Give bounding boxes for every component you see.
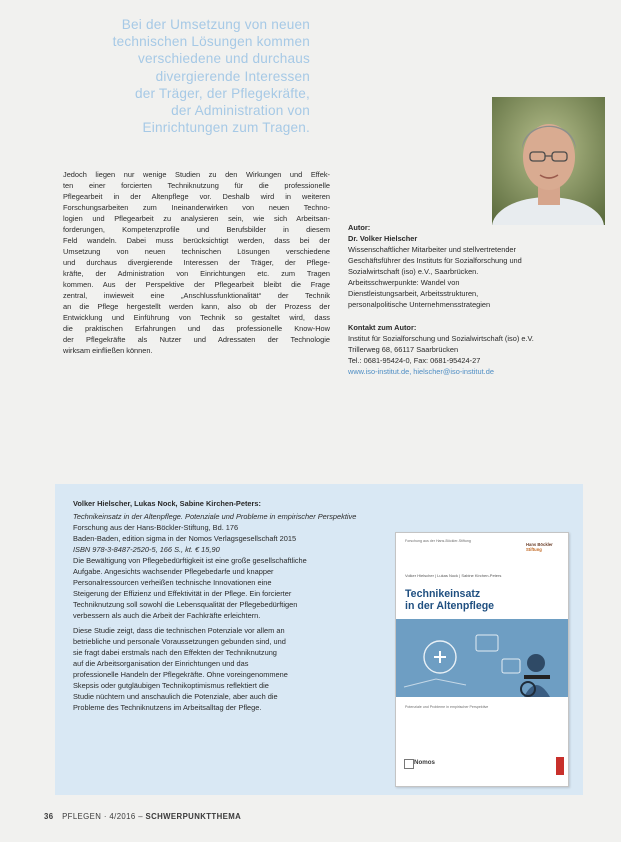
- book-meta-line: Forschung aus der Hans-Böckler-Stiftung, Bd. 176: [73, 523, 239, 532]
- book-paragraph-line: betriebliche und personale Voraussetzungen gebunden sind, und: [73, 637, 286, 646]
- book-review-text: [73, 498, 393, 713]
- page-number: 36: [44, 812, 54, 821]
- author-portrait: [492, 97, 605, 225]
- cover-series: Forschung aus der Hans-Böckler-Stiftung: [405, 539, 471, 543]
- cover-title: Technikeinsatz in der Altenpflege: [405, 588, 495, 613]
- book-meta-line: Baden-Baden, edition sigma in der Nomos Verlagsgesellschaft 2015: [73, 534, 297, 543]
- body-line: kommen. Aus der Perspektive der Pflegearbeit bleibt die Frage: [63, 280, 330, 289]
- author-name: Dr. Volker Hielscher: [348, 234, 418, 243]
- book-isbn: ISBN 978-3-8487-2520-5, 166 S., kt. € 15,90: [73, 545, 220, 554]
- contact-line: Tel.: 0681-95424-0, Fax: 0681-95424-27: [348, 356, 481, 365]
- book-paragraph-line: Techniknutzung soll sowohl die Lebensqualität der Pflegebedürftigen: [73, 600, 298, 609]
- book-paragraph-line: Studie nüchtern und anschaulich die Potenziale, aber auch die: [73, 692, 278, 701]
- author-bio-line: Geschäftsführer des Instituts für Sozialforschung und: [348, 256, 522, 265]
- book-paragraph-line: Aufgabe. Angesichts wachsender Pflegebedarfe und knapper: [73, 567, 274, 576]
- body-line: logien und Pflegearbeit zu analysieren sein, wie sich Arbeitsan-: [63, 214, 330, 223]
- author-bio-line: Sozialwirtschaft (iso) e.V., Saarbrücken.: [348, 267, 479, 276]
- body-line: zentral, inwieweit eine „Anschlussfunktionalität“ der Technik: [63, 291, 330, 300]
- pull-quote-line: Bei der Umsetzung von neuen: [121, 17, 310, 32]
- body-line: der Pflegekräfte als Nutzer und Adressaten der Technologie: [63, 335, 330, 344]
- pull-quote-line: divergierende Interessen: [155, 68, 310, 84]
- section-theme: SCHWERPUNKTTHEMA: [145, 812, 242, 821]
- author-box: [348, 222, 593, 377]
- contact-links[interactable]: www.iso-institut.de, hielscher@iso-institut.de: [348, 367, 494, 376]
- body-line: Umsetzung von neuen technischen Lösungen verschiedene: [63, 247, 330, 256]
- red-tab-icon: [556, 757, 564, 775]
- book-paragraph-line: auf die Arbeitsorganisation der Einrichtungen und das: [73, 659, 249, 668]
- nomos-logo-icon: [404, 759, 414, 769]
- pull-quote-line: der Träger, der Pflegekräfte,: [134, 85, 310, 101]
- portrait-image: [492, 97, 605, 225]
- body-line: forderungen, Kompetenzprofile und Berufsbilder in diesem: [63, 225, 330, 234]
- book-title: Technikeinsatz in der Altenpflege. Potenziale und Probleme in empirischer Perspektive: [73, 512, 357, 521]
- book-paragraph-line: Probleme des Techniknutzens im Arbeitsalltag der Pflege.: [73, 703, 262, 712]
- body-line: Jedoch liegen nur wenige Studien zu den Wirkungen und Effek-: [63, 170, 330, 179]
- author-bio-line: personalpolitische Unternehmensstrategien: [348, 300, 491, 309]
- body-line: und durchaus divergierende Interessen der Träger, der Pflege-: [63, 258, 330, 267]
- book-paragraph-line: Die Bewältigung von Pflegebedürftigkeit ist eine große gesellschaftliche: [73, 556, 307, 565]
- book-authors: Volker Hielscher, Lukas Nock, Sabine Kirchen-Peters:: [73, 499, 261, 508]
- body-line: ten einer forcierten Techniknutzung für die professionelle: [63, 181, 330, 190]
- publisher-logo: Hans Böckler Stiftung: [524, 541, 560, 554]
- article-body: [63, 169, 330, 356]
- cover-subtitle: Potenziale und Probleme in empirischer Perspektive: [405, 705, 489, 709]
- body-line: kräfte, der Administration von Einrichtungen etc. zum Tragen: [63, 269, 330, 278]
- author-bio-line: Wissenschaftlicher Mitarbeiter und stellvertretender: [348, 245, 516, 254]
- book-paragraph-line: sie fragt dabei erstmals nach den Effekten der Techniknutzung: [73, 648, 277, 657]
- book-paragraph-line: verbessern als auch die Arbeit der Fachkräfte erleichtern.: [73, 611, 261, 620]
- pull-quote-line: Einrichtungen zum Tragen.: [142, 120, 310, 136]
- cover-image: [396, 619, 568, 697]
- magazine-issue: PFLEGEN · 4/2016 –: [62, 812, 143, 821]
- pull-quote-line: technischen Lösungen kommen: [112, 34, 310, 50]
- author-label: Autor:: [348, 223, 371, 232]
- pull-quote-line: verschiedene und durchaus: [137, 51, 310, 67]
- body-line: wirksam einfließen können.: [63, 346, 153, 355]
- contact-line: Trillerweg 68, 66117 Saarbrücken: [348, 345, 459, 354]
- author-bio-line: Arbeitsschwerpunkte: Wandel von: [348, 278, 460, 287]
- page-footer: [44, 812, 241, 821]
- book-paragraph-line: Steigerung der Effizienz und Effektivität in der Pflege. Ein forcierter: [73, 589, 292, 598]
- cover-authors: Volker Hielscher | Lukas Nock | Sabine Kirchen-Peters: [405, 573, 502, 578]
- book-paragraph-line: Skepsis oder gutgläubigen Technikoptimismus reflektiert die: [73, 681, 269, 690]
- body-line: an die Pflege hergestellt werden kann, also ob der Prozess der: [63, 302, 330, 311]
- book-paragraph-line: Personalressourcen verheißen technische Innovationen eine: [73, 578, 272, 587]
- book-paragraph-line: Diese Studie zeigt, dass die technischen Potenziale vor allem an: [73, 626, 285, 635]
- body-line: Forschungsarbeiten zum Ineinanderwirken von neuen Techno-: [63, 203, 330, 212]
- book-paragraph-line: professionelle Handeln der Pflegekräfte. Ohne voreingenommene: [73, 670, 288, 679]
- body-line: Entwicklung und Einführung von Technik so gestaltet wird, dass: [63, 313, 330, 322]
- author-bio-line: Dienstleistungsarbeit, Arbeitsstrukturen,: [348, 289, 479, 298]
- pull-quote: [62, 16, 310, 136]
- book-cover: [395, 532, 569, 787]
- contact-line: Institut für Sozialforschung und Sozialwirtschaft (iso) e.V.: [348, 334, 534, 343]
- body-line: die praktischen Erfahrungen und das professionelle Know-How: [63, 324, 330, 333]
- body-line: Pflegearbeit in der Altenpflege vor. Deshalb wird in weiteren: [63, 192, 330, 201]
- contact-label: Kontakt zum Autor:: [348, 323, 417, 332]
- pull-quote-line: der Administration von: [171, 103, 310, 119]
- body-line: Feld wandeln. Dabei muss berücksichtigt werden, dass bei der: [63, 236, 330, 245]
- cover-publisher: Nomos: [414, 759, 435, 766]
